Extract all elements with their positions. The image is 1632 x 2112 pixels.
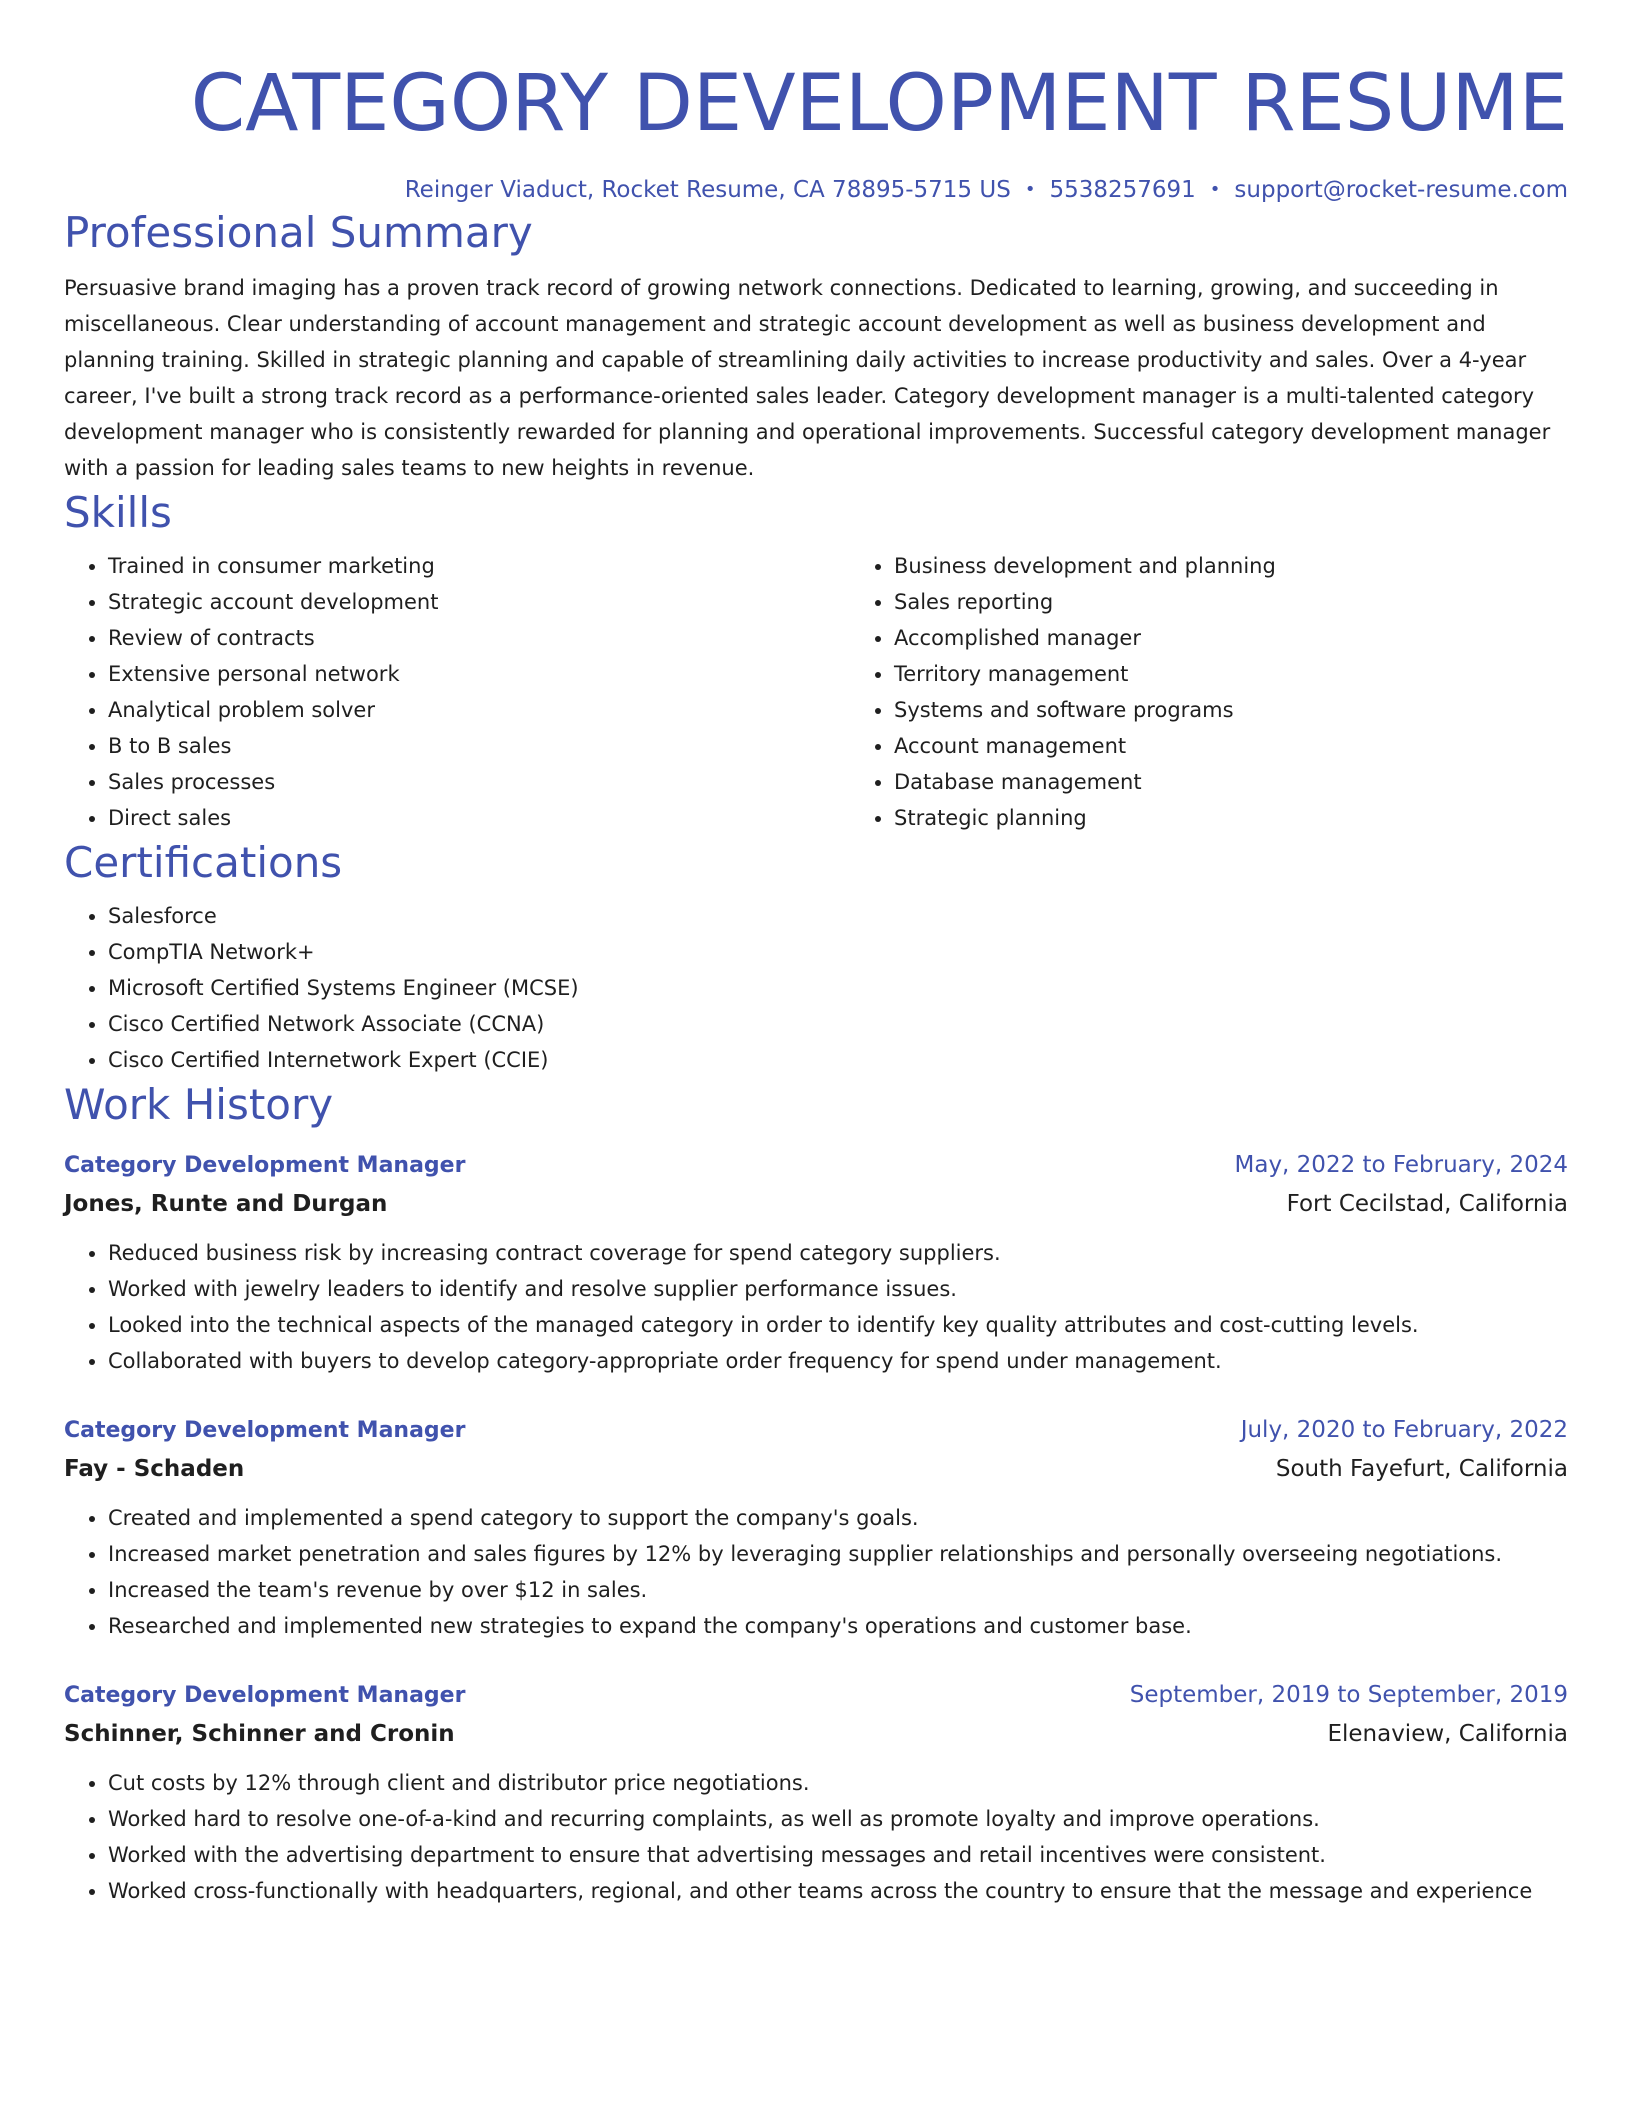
job-company: Schinner, Schinner and Cronin	[64, 1721, 455, 1747]
skill-item: • Sales processes	[108, 764, 850, 800]
work-history-heading: Work History	[64, 1080, 334, 1129]
certifications-heading: Certifications	[64, 838, 343, 887]
job-title: Category Development Manager	[64, 1153, 466, 1178]
job-bullet: • Created and implemented a spend category to support the company's goals.	[108, 1500, 1568, 1536]
job-bullet: • Worked cross-functionally with headquarters, regional, and other teams across the country to ensure that the message and experience	[108, 1873, 1568, 1909]
resume-title: CATEGORY DEVELOPMENT RESUME	[190, 59, 1568, 149]
job-bullet: • Increased the team's revenue by over $12 in sales.	[108, 1572, 1568, 1608]
skill-item: • Territory management	[894, 656, 1632, 692]
job-title: Category Development Manager	[64, 1683, 466, 1708]
contact-phone: 5538257691	[1049, 177, 1196, 203]
job-company-row	[64, 1450, 1568, 1488]
resume-page	[64, 0, 1568, 1909]
certifications-list	[64, 898, 1568, 1078]
certification-item: • CompTIA Network+	[108, 934, 1568, 970]
certification-item: • Microsoft Certified Systems Engineer (MCSE)	[108, 970, 1568, 1006]
job-bullet: • Cut costs by 12% through client and distributor price negotiations.	[108, 1765, 1568, 1801]
certification-item: • Cisco Certified Network Associate (CCNA)	[108, 1006, 1568, 1042]
skills-list-right	[850, 548, 1632, 836]
job-header-row	[64, 1676, 1568, 1715]
job-bullet: • Worked hard to resolve one-of-a-kind and recurring complaints, as well as promote loyalty and improve operations.	[108, 1801, 1568, 1837]
contact-email: support@rocket-resume.com	[1234, 177, 1568, 203]
job-bullets	[64, 1500, 1568, 1644]
job-title: Category Development Manager	[64, 1418, 466, 1443]
job-entry	[64, 1146, 1568, 1379]
job-bullet: • Reduced business risk by increasing contract coverage for spend category suppliers.	[108, 1235, 1568, 1271]
job-header-row	[64, 1411, 1568, 1450]
skill-item: • Review of contracts	[108, 620, 850, 656]
job-dates: May, 2022 to February, 2024	[1234, 1152, 1568, 1178]
contact-line	[64, 174, 1568, 206]
contact-separator: •	[1024, 179, 1036, 200]
summary-text: Persuasive brand imaging has a proven track record of growing network connections. Dedicated to learning, growing, and succeeding in miscellaneous. Clear understanding of account management and strategic account development as well as business development and planning training. Skilled in strategic planning and capable of streamlining daily activities to increase productivity and sales. Over a 4-year career, I've built a strong track record as a performance-oriented sales leader. Category development manager is a multi-talented category development manager who is consistently rewarded for planning and operational improvements. Successful category development manager with a passion for leading sales teams to new heights in revenue.	[64, 276, 1551, 480]
job-company: Fay - Schaden	[64, 1456, 245, 1482]
skill-item: • Strategic planning	[894, 800, 1632, 836]
skill-item: • B to B sales	[108, 728, 850, 764]
skill-item: • Database management	[894, 764, 1632, 800]
summary-heading: Professional Summary	[64, 208, 533, 257]
skill-item: • Trained in consumer marketing	[108, 548, 850, 584]
job-entry	[64, 1411, 1568, 1644]
skill-item: • Business development and planning	[894, 548, 1632, 584]
certification-item: • Salesforce	[108, 898, 1568, 934]
job-entry	[64, 1676, 1568, 1909]
job-location: Fort Cecilstad, California	[1286, 1191, 1568, 1217]
job-dates: July, 2020 to February, 2022	[1240, 1417, 1568, 1443]
skill-item: • Strategic account development	[108, 584, 850, 620]
skill-item: • Extensive personal network	[108, 656, 850, 692]
job-company: Jones, Runte and Durgan	[64, 1191, 388, 1217]
skill-item: • Direct sales	[108, 800, 850, 836]
job-company-row	[64, 1715, 1568, 1753]
skill-item: • Accomplished manager	[894, 620, 1632, 656]
job-bullets	[64, 1235, 1568, 1379]
job-location: Elenaview, California	[1327, 1721, 1568, 1747]
skills-columns	[64, 540, 1568, 836]
skills-heading: Skills	[64, 488, 172, 537]
job-bullet: • Increased market penetration and sales figures by 12% by leveraging supplier relationships and personally overseeing negotiations.	[108, 1536, 1568, 1572]
job-bullet: • Worked with the advertising department to ensure that advertising messages and retail incentives were consistent.	[108, 1837, 1568, 1873]
job-company-row	[64, 1185, 1568, 1223]
job-header-row	[64, 1146, 1568, 1185]
contact-separator: •	[1209, 179, 1221, 200]
skill-item: • Account management	[894, 728, 1632, 764]
contact-address: Reinger Viaduct, Rocket Resume, CA 78895-5715 US	[404, 177, 1011, 203]
skill-item: • Analytical problem solver	[108, 692, 850, 728]
job-bullet: • Looked into the technical aspects of the managed category in order to identify key quality attributes and cost-cutting levels.	[108, 1307, 1568, 1343]
job-dates: September, 2019 to September, 2019	[1129, 1682, 1568, 1708]
skill-item: • Sales reporting	[894, 584, 1632, 620]
certification-item: • Cisco Certified Internetwork Expert (CCIE)	[108, 1042, 1568, 1078]
job-bullets	[64, 1765, 1568, 1909]
job-bullet: • Researched and implemented new strategies to expand the company's operations and customer base.	[108, 1608, 1568, 1644]
job-bullet: • Worked with jewelry leaders to identify and resolve supplier performance issues.	[108, 1271, 1568, 1307]
job-location: South Fayefurt, California	[1275, 1456, 1568, 1482]
skills-list-left	[64, 548, 850, 836]
skill-item: • Systems and software programs	[894, 692, 1632, 728]
job-bullet: • Collaborated with buyers to develop category-appropriate order frequency for spend under management.	[108, 1343, 1568, 1379]
